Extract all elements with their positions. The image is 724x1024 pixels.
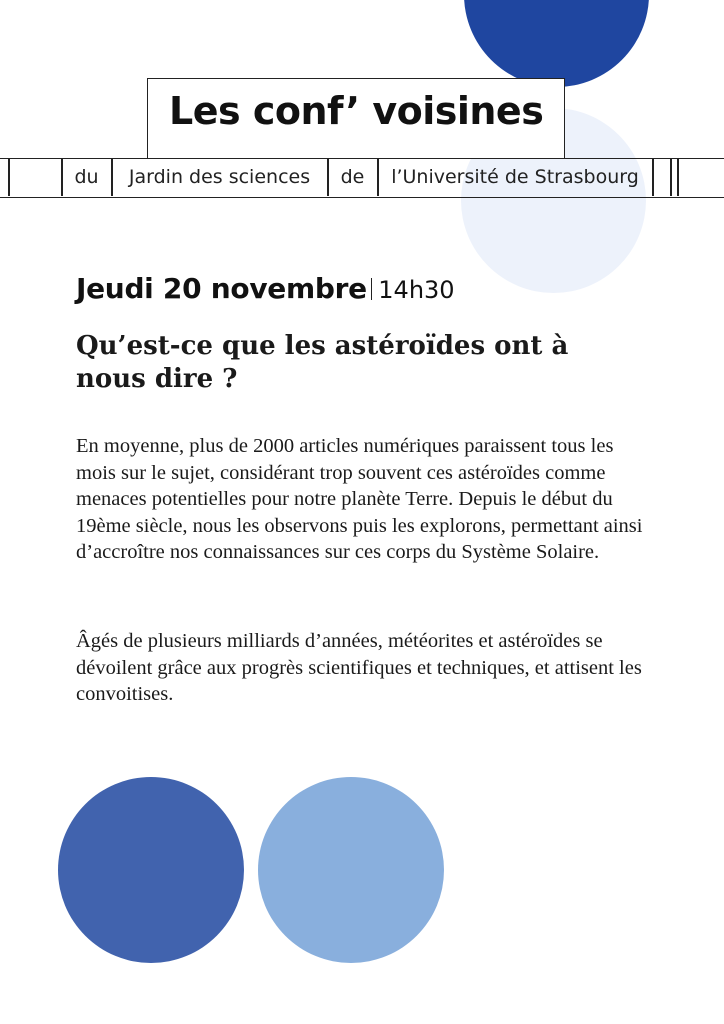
event-datetime (76, 272, 455, 305)
band-de: de (340, 166, 365, 188)
band-divider (677, 159, 679, 196)
event-time: 14h30 (378, 276, 455, 304)
decorative-circle-bottom-dark (58, 777, 244, 963)
band-universite: l’Université de Strasbourg (391, 166, 639, 188)
band-divider (670, 159, 672, 196)
date-separator (371, 278, 373, 300)
institution-band (0, 158, 724, 198)
event-date: Jeudi 20 novembre (76, 272, 367, 305)
page-title: Les conf’ voisines (169, 89, 544, 133)
description-paragraph-1: En moyenne, plus de 2000 articles numériques paraissent tous les mois sur le sujet, considérant trop souvent ces astéroïdes comme menaces potentielles pour notre planète Terre. Depuis le début du 19ème siècle, nous les observons puis les explorons, permettant ainsi d’accroître nos connaissances sur ces corps du Système Solaire. (76, 435, 643, 563)
band-du: du (74, 166, 99, 188)
band-divider (652, 159, 654, 196)
band-divider (8, 159, 10, 196)
decorative-circle-bottom-light (258, 777, 444, 963)
band-jardin-des-sciences: Jardin des sciences (128, 166, 311, 188)
description-paragraph-2: Âgés de plusieurs milliards d’années, météorites et astéroïdes se dévoilent grâce aux progrès scientifiques et techniques, et attisent les convoitises. (76, 630, 642, 705)
decorative-circle-top-dark (464, 0, 649, 87)
title-box (147, 78, 565, 158)
event-headline: Qu’est-ce que les astéroïdes ont à nous dire ? (76, 331, 569, 394)
